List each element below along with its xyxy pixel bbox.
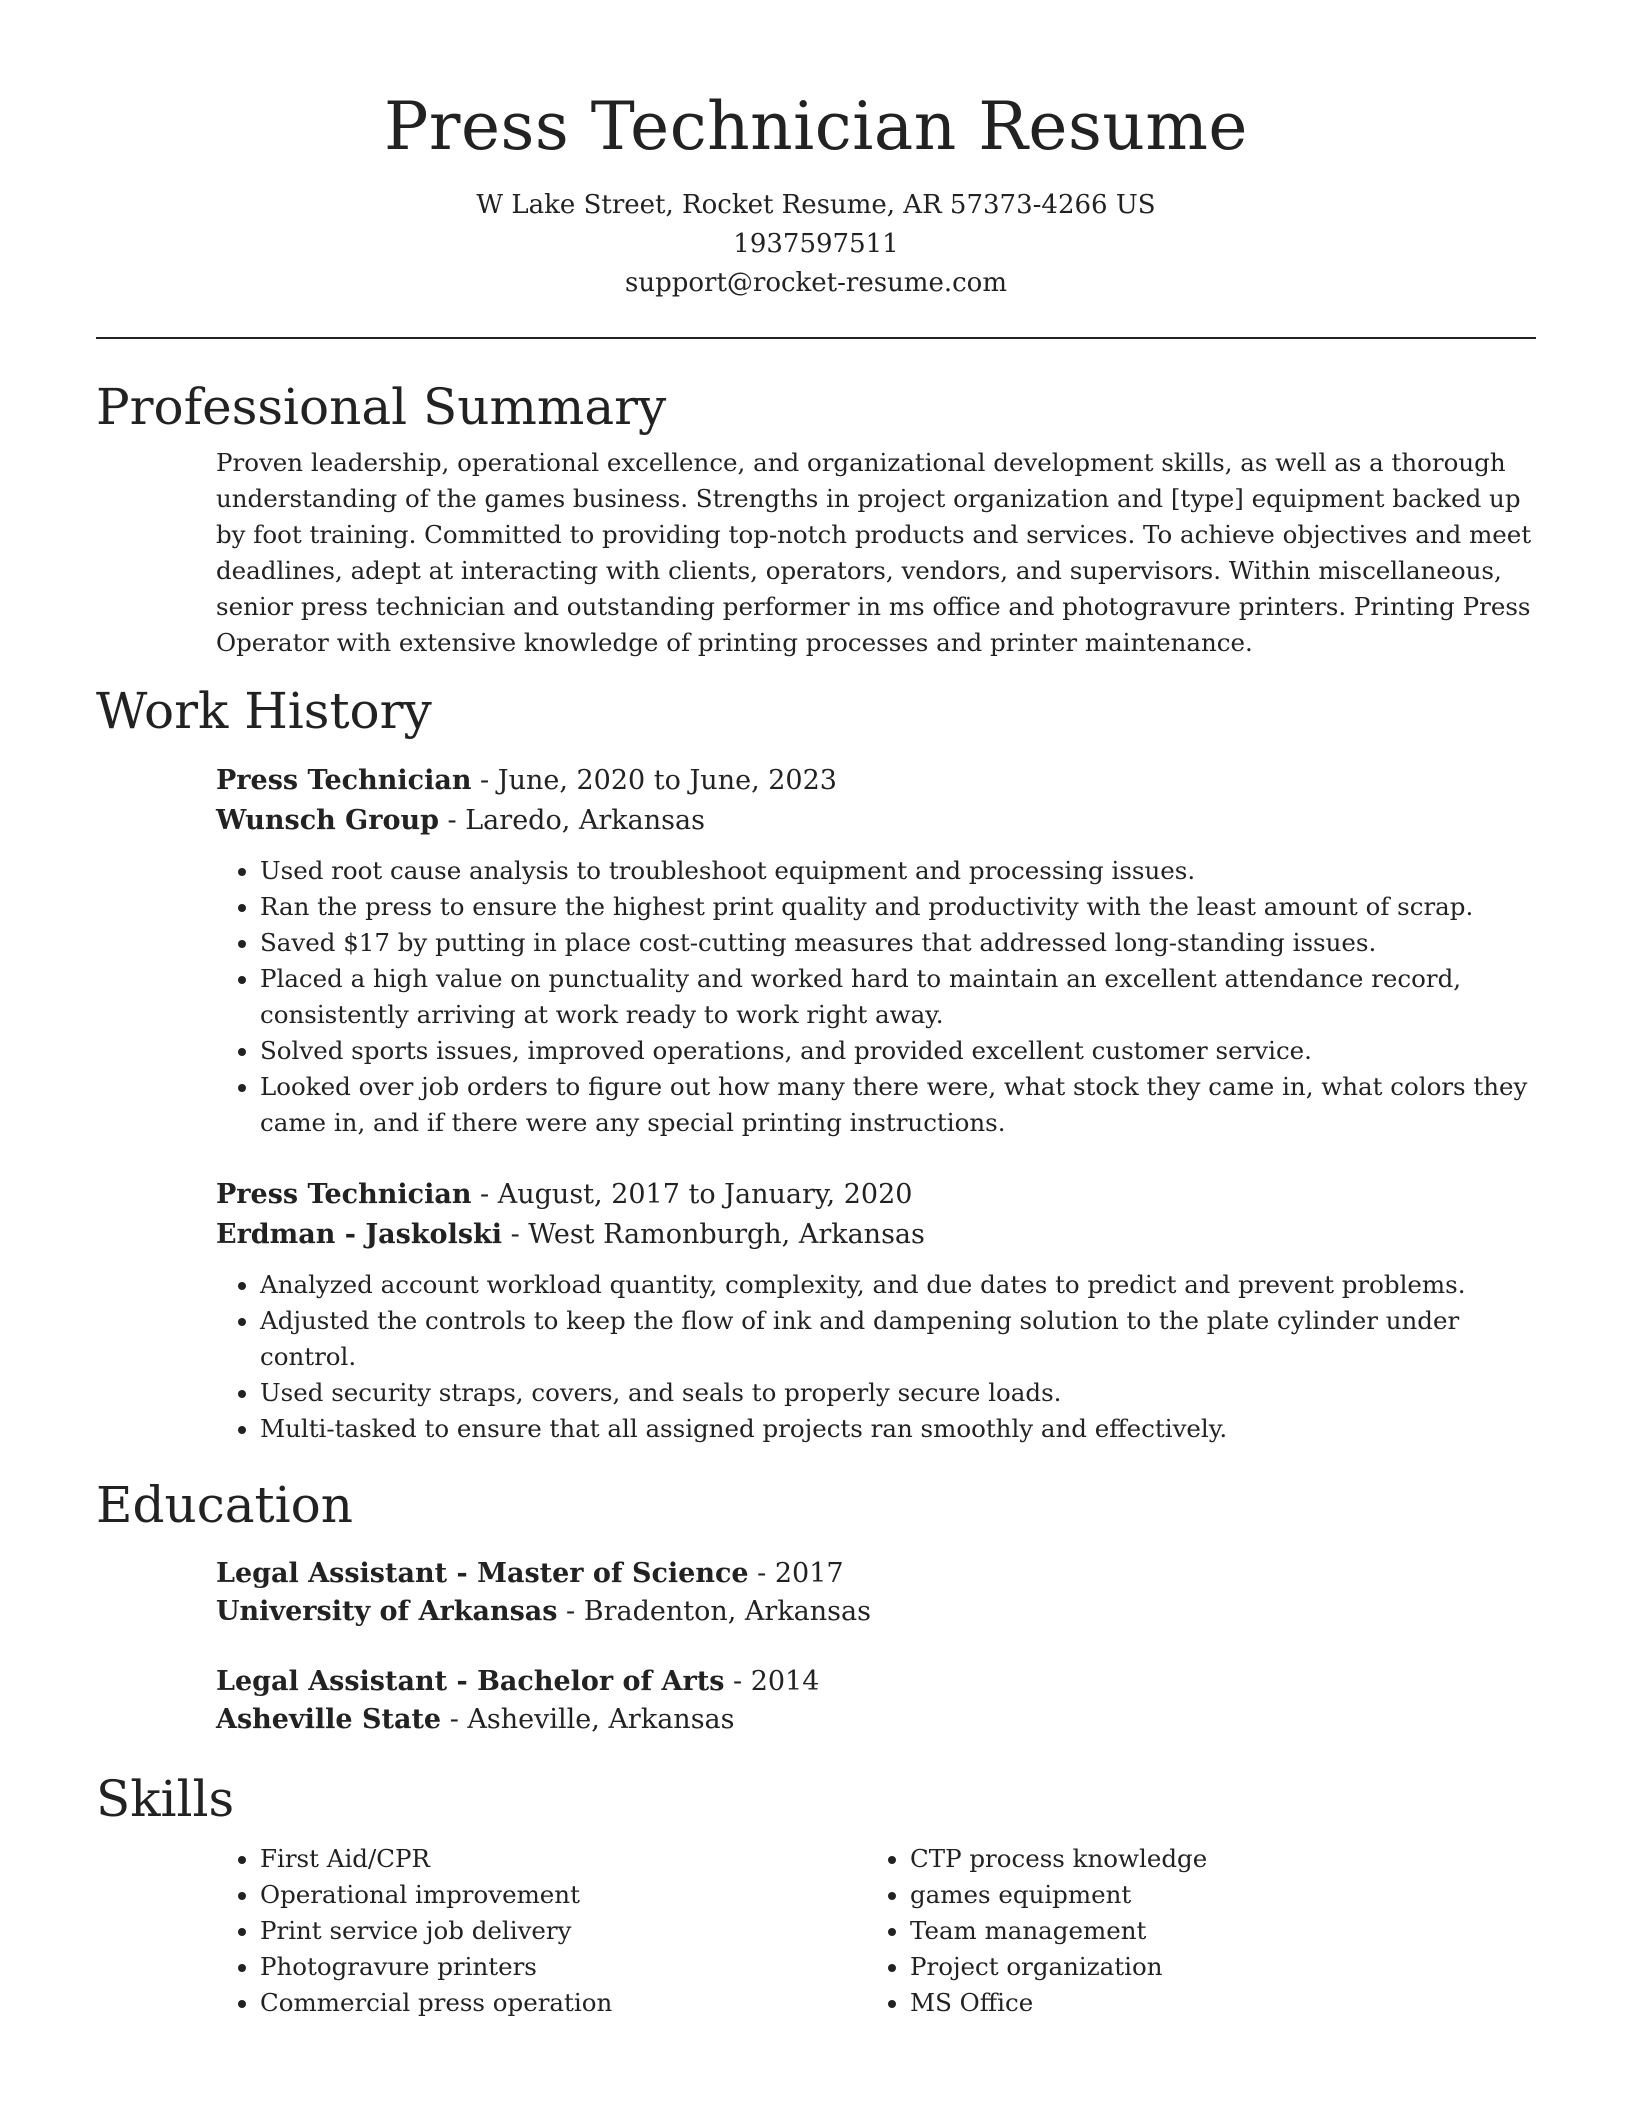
education-school: University of Arkansas xyxy=(216,1596,558,1627)
list-item: • Multi-tasked to ensure that all assigned projects ran smoothly and effectively. xyxy=(260,1411,1536,1447)
education-degree: Legal Assistant - Master of Science xyxy=(216,1558,749,1589)
contact-phone: 1937597511 xyxy=(733,229,899,259)
job-location: - Laredo, Arkansas xyxy=(438,805,705,836)
list-item: • Looked over job orders to figure out how many there were, what stock they came in, what colors they came in, and if there were any special printing instructions. xyxy=(260,1069,1536,1141)
education-year: - 2014 xyxy=(724,1666,820,1697)
job-title-line xyxy=(216,1175,1536,1215)
skill-item: • Team management xyxy=(910,1913,1516,1949)
summary-section xyxy=(96,375,1536,661)
job-company-line xyxy=(216,1215,1536,1255)
education-entry xyxy=(216,1663,1536,1739)
job-role: Press Technician xyxy=(216,765,472,796)
skill-item: • MS Office xyxy=(910,1985,1516,2021)
education-entry xyxy=(216,1555,1536,1631)
list-item: • Solved sports issues, improved operations, and provided excellent customer service. xyxy=(260,1033,1536,1069)
education-degree-line xyxy=(216,1663,1536,1701)
skills-list-left xyxy=(216,1841,866,2021)
education-location: - Bradenton, Arkansas xyxy=(557,1596,871,1627)
education-school-line xyxy=(216,1593,1536,1631)
contact-email: support@rocket-resume.com xyxy=(624,268,1007,298)
section-title-education: Education xyxy=(96,1476,353,1534)
education-year: - 2017 xyxy=(748,1558,844,1589)
skill-item: • Photogravure printers xyxy=(260,1949,866,1985)
section-title-skills: Skills xyxy=(96,1770,235,1828)
skill-item: • Project organization xyxy=(910,1949,1516,1985)
contact-block xyxy=(96,186,1536,303)
list-item: • Analyzed account workload quantity, complexity, and due dates to predict and prevent problems. xyxy=(260,1267,1536,1303)
education-section xyxy=(96,1473,1536,1739)
education-school: Asheville State xyxy=(216,1704,442,1735)
list-item: • Placed a high value on punctuality and worked hard to maintain an excellent attendance record, consistently arriving at work ready to work right away. xyxy=(260,961,1536,1033)
page-title: Press Technician Resume xyxy=(384,88,1248,165)
education-degree-line xyxy=(216,1555,1536,1593)
work-history-section xyxy=(96,679,1536,1447)
job-company: Erdman - Jaskolski xyxy=(216,1219,502,1250)
job-bullets xyxy=(216,1267,1536,1447)
list-item: • Ran the press to ensure the highest print quality and productivity with the least amount of scrap. xyxy=(260,889,1536,925)
list-item: • Used security straps, covers, and seals to properly secure loads. xyxy=(260,1375,1536,1411)
skill-item: • Commercial press operation xyxy=(260,1985,866,2021)
education-school-line xyxy=(216,1701,1536,1739)
job-title-line xyxy=(216,761,1536,801)
job-dates: - August, 2017 to January, 2020 xyxy=(471,1179,913,1210)
job-dates: - June, 2020 to June, 2023 xyxy=(471,765,837,796)
contact-address: W Lake Street, Rocket Resume, AR 57373-4266 US xyxy=(476,190,1156,220)
job-location: - West Ramonburgh, Arkansas xyxy=(502,1219,925,1250)
skills-list-right xyxy=(866,1841,1516,2021)
list-item: • Used root cause analysis to troubleshoot equipment and processing issues. xyxy=(260,853,1536,889)
education-location: - Asheville, Arkansas xyxy=(441,1704,735,1735)
summary-text: Proven leadership, operational excellence, and organizational development skills, as well as a thorough understanding of the games business. Strengths in project organization and [type] equipment backed up by foot training. Committed to providing top-notch products and services. To achieve objectives and meet deadlines, adept at interacting with clients, operators, vendors, and supervisors. Within miscellaneous, senior press technician and outstanding performer in ms office and photogravure printers. Printing Press Operator with extensive knowledge of printing processes and printer maintenance. xyxy=(216,448,1532,657)
section-title-summary: Professional Summary xyxy=(96,378,667,436)
skill-item: • Print service job delivery xyxy=(260,1913,866,1949)
education-degree: Legal Assistant - Bachelor of Arts xyxy=(216,1666,725,1697)
job-company-line xyxy=(216,801,1536,841)
skill-item: • First Aid/CPR xyxy=(260,1841,866,1877)
skills-columns xyxy=(216,1841,1536,2021)
job-role: Press Technician xyxy=(216,1179,472,1210)
job-entry xyxy=(216,761,1536,1141)
job-bullets xyxy=(216,853,1536,1141)
list-item: • Adjusted the controls to keep the flow of ink and dampening solution to the plate cylinder under control. xyxy=(260,1303,1536,1375)
resume-header xyxy=(96,0,1536,303)
job-entry xyxy=(216,1175,1536,1447)
job-company: Wunsch Group xyxy=(216,805,439,836)
header-divider xyxy=(96,337,1536,339)
skills-section xyxy=(96,1767,1536,2021)
list-item: • Saved $17 by putting in place cost-cutting measures that addressed long-standing issues. xyxy=(260,925,1536,961)
skill-item: • games equipment xyxy=(910,1877,1516,1913)
section-title-work: Work History xyxy=(96,682,432,740)
skill-item: • CTP process knowledge xyxy=(910,1841,1516,1877)
skill-item: • Operational improvement xyxy=(260,1877,866,1913)
